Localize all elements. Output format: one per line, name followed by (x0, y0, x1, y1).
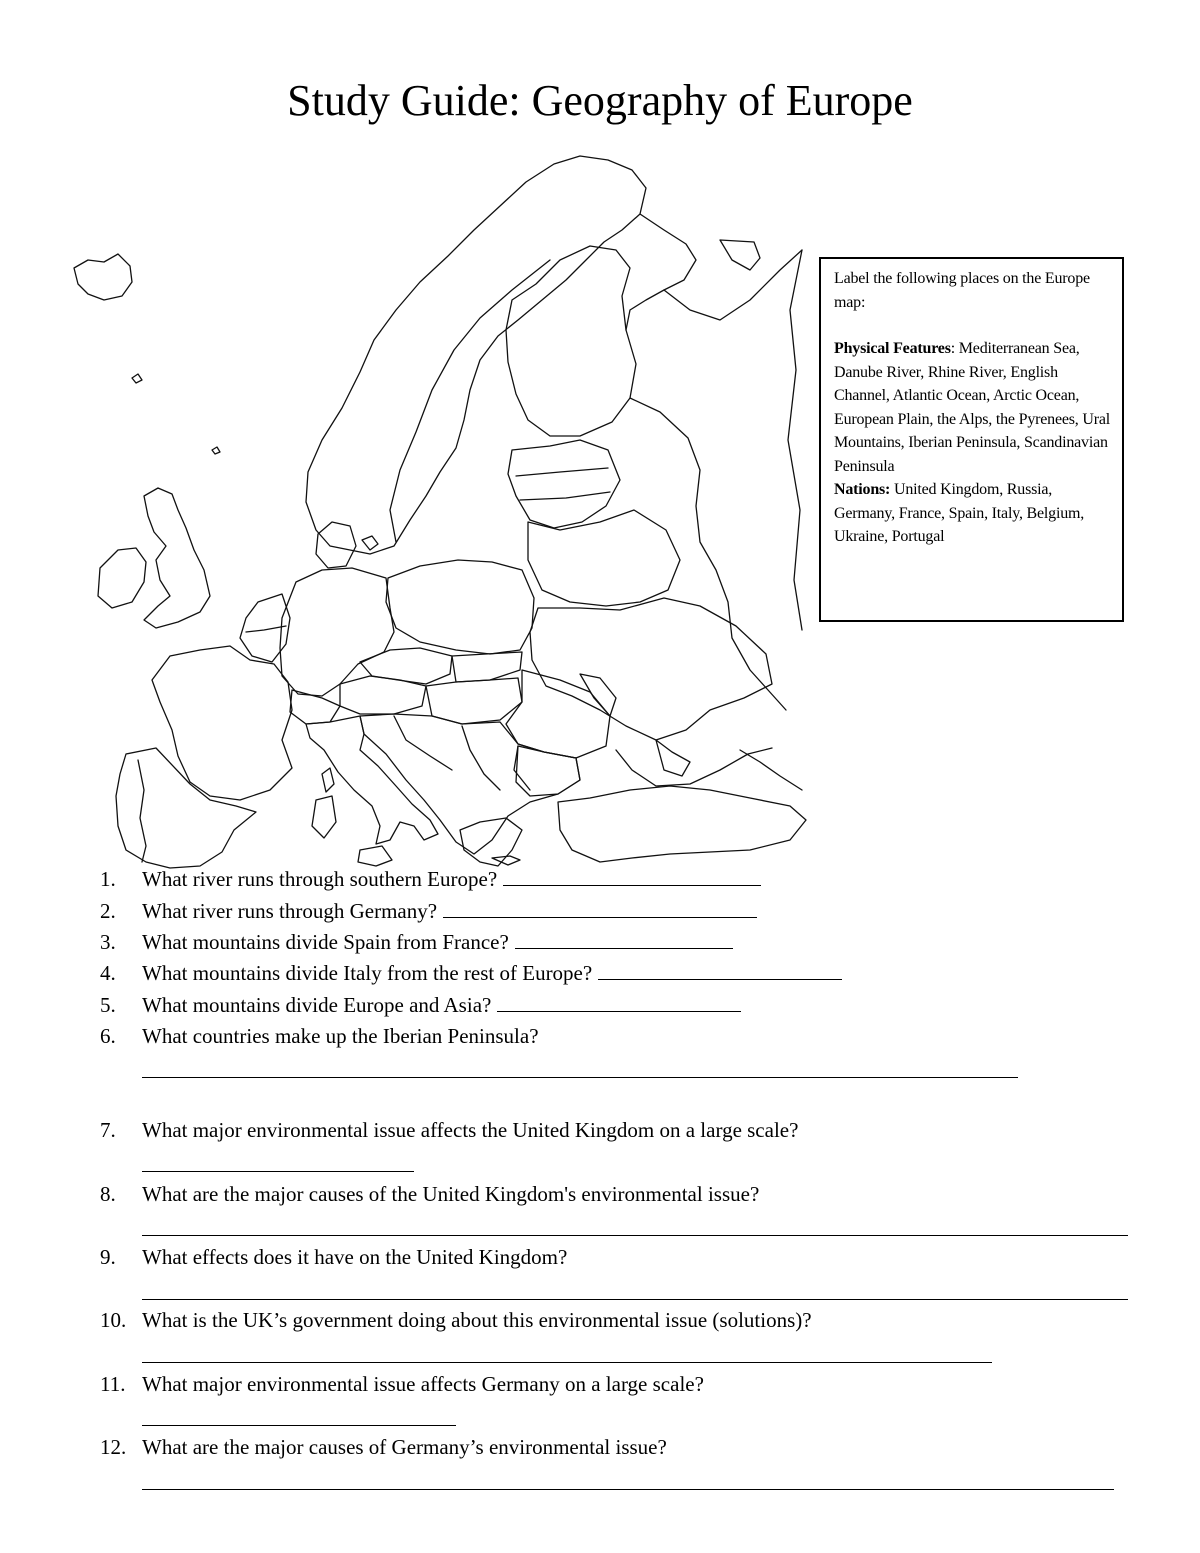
poland-outline (386, 560, 534, 654)
label-instructions-intro: Label the following places on the Europe map: (834, 270, 1090, 311)
question-number: 7. (100, 1118, 116, 1142)
spain-portugal-border (138, 760, 146, 862)
balkan-border-2 (462, 726, 500, 790)
question-text: What countries make up the Iberian Peninsula? (142, 1024, 539, 1048)
balkan-border-1 (394, 716, 452, 770)
sicily-outline (358, 846, 392, 866)
answer-line[interactable] (142, 1489, 1114, 1490)
netherlands-belgium-border (246, 626, 286, 632)
nations-block (834, 478, 1112, 549)
answer-blank[interactable] (497, 991, 741, 1012)
answer-line[interactable] (142, 1171, 414, 1172)
answer-blank[interactable] (443, 897, 757, 918)
balkans-outline (360, 714, 580, 854)
question-12 (100, 1434, 667, 1460)
europe-map-svg (60, 150, 810, 870)
answer-line[interactable] (142, 1299, 1128, 1300)
iceland-outline (74, 254, 132, 300)
question-7 (100, 1117, 798, 1143)
question-1 (100, 865, 761, 892)
question-text: What river runs through southern Europe? (142, 867, 498, 891)
belarus-outline (528, 510, 680, 606)
bulgaria-outline (516, 746, 580, 796)
russia-east-edge (788, 250, 802, 630)
question-8 (100, 1181, 759, 1207)
question-number: 4. (100, 961, 116, 985)
nations-list: United Kingdom, Russia, Germany, France, Spain, Italy, Belgium, Ukraine, Portugal (834, 481, 1085, 545)
hungary-outline (426, 678, 522, 724)
question-number: 2. (100, 899, 116, 923)
question-11 (100, 1371, 704, 1397)
caucasus-line (740, 750, 802, 790)
answer-line[interactable] (142, 1077, 1018, 1078)
question-10 (100, 1307, 812, 1333)
question-number: 8. (100, 1182, 116, 1206)
answer-blank[interactable] (503, 865, 761, 886)
question-text: What mountains divide Spain from France? (142, 930, 509, 954)
label-instructions-box (819, 257, 1124, 622)
greece-outline (460, 818, 522, 866)
baltic-states-outline (508, 440, 620, 528)
question-number: 3. (100, 930, 116, 954)
france-outline (152, 646, 292, 800)
novaya-coast (720, 240, 760, 270)
great-britain-outline (144, 488, 210, 628)
sardinia-outline (312, 796, 336, 838)
question-text: What mountains divide Europe and Asia? (142, 993, 492, 1017)
question-number: 6. (100, 1024, 116, 1048)
question-text: What major environmental issue affects the United Kingdom on a large scale? (142, 1118, 799, 1142)
question-number: 1. (100, 867, 116, 891)
europe-outline-map (60, 150, 810, 870)
iberia-outline (116, 748, 256, 868)
black-sea-coast (616, 748, 772, 786)
baltic-border-1 (516, 468, 608, 476)
turkey-outline (558, 786, 806, 862)
question-text: What major environmental issue affects Germany on a large scale? (142, 1372, 704, 1396)
island-speck (132, 374, 142, 383)
slovakia-outline (452, 652, 522, 682)
answer-line[interactable] (142, 1235, 1128, 1236)
question-4 (100, 959, 842, 986)
question-text: What mountains divide Italy from the rest of Europe? (142, 961, 593, 985)
danish-islands (362, 536, 378, 550)
page-title: Study Guide: Geography of Europe (287, 76, 913, 125)
question-text: What are the major causes of the United Kingdom's environmental issue? (142, 1182, 760, 1206)
question-number: 9. (100, 1245, 116, 1269)
physical-features-block: Physical Features: Mediterranean Sea, Danube River, Rhine River, English Channel, Atlantic Ocean, Arctic Ocean, European Plain, the Alps, the Pyrenees, Ural Mountains, Iberian Peninsula, Scandinavian Peninsula (834, 340, 1111, 475)
russia-west-border (630, 398, 786, 710)
ukraine-outline (530, 598, 772, 740)
question-number: 10. (100, 1308, 127, 1332)
question-number: 12. (100, 1435, 127, 1459)
corsica-outline (322, 768, 334, 792)
question-text: What effects does it have on the United Kingdom? (142, 1245, 568, 1269)
question-5 (100, 991, 741, 1018)
nations-heading: Nations: (834, 481, 891, 498)
answer-line[interactable] (142, 1425, 456, 1426)
answer-blank[interactable] (598, 959, 842, 980)
crimea-outline (656, 740, 690, 776)
physical-features-list: Mediterranean Sea, Danube River, Rhine River, English Channel, Atlantic Ocean, Arctic Ocean, European Plain, the Alps, the Pyrenees, Ural Mountains, Iberian Peninsula, Scandinavian Peninsula (834, 340, 1111, 475)
baltic-border-2 (520, 492, 610, 500)
denmark-outline (316, 522, 356, 568)
question-9 (100, 1244, 567, 1270)
question-text: What are the major causes of Germany’s environmental issue? (142, 1435, 667, 1459)
question-text: What is the UK’s government doing about this environmental issue (solutions)? (142, 1308, 812, 1332)
czech-outline (360, 648, 452, 684)
answer-blank[interactable] (515, 928, 733, 949)
question-text: What river runs through Germany? (142, 899, 438, 923)
physical-features-heading: Physical Features (834, 340, 951, 357)
benelux-outline (240, 594, 290, 662)
italy-outline (306, 716, 438, 844)
kola-peninsula-outline (626, 214, 696, 330)
question-number: 11. (100, 1372, 126, 1396)
question-number: 5. (100, 993, 116, 1017)
ireland-outline (98, 548, 146, 608)
spacer (834, 314, 1112, 337)
island-speck (212, 447, 220, 454)
answer-line[interactable] (142, 1362, 992, 1363)
question-2 (100, 897, 757, 924)
question-3 (100, 928, 733, 955)
question-6 (100, 1023, 539, 1049)
